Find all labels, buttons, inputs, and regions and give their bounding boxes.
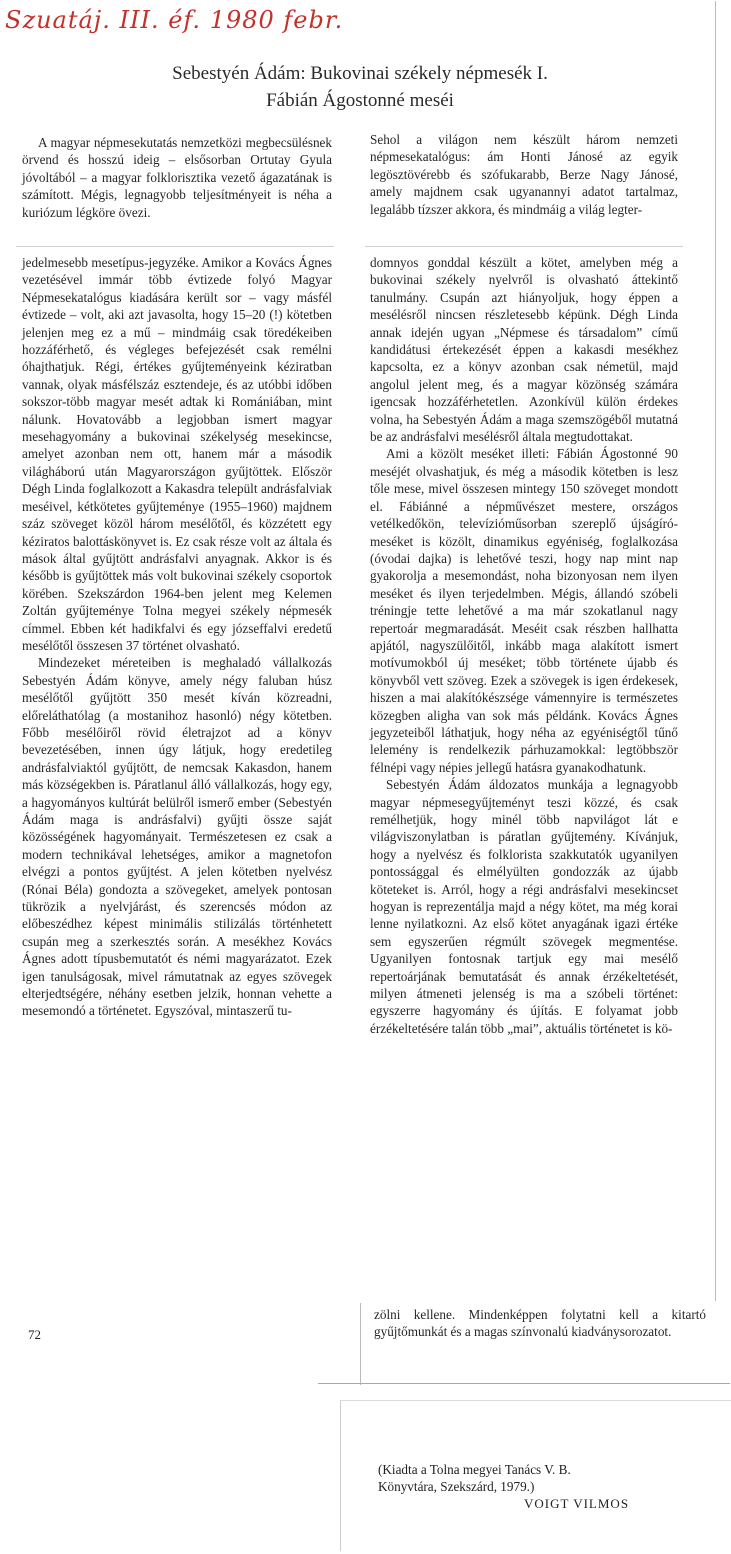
paragraph: Sebestyén Ádám áldozatos munkája a legnagyobb magyar népmesegyűjteményt teszi közzé, és csak remélhetjük, hogy minél több napvilágot lát e világviszonylatban is páratlan gyűjtemény. Kívánjuk, hogy a nyelvész és folklorista szakkutatók ugyanilyen pontossággal és elmélyülten gondozzák az újabb köteteket is. Arról, hogy a régi andrásfalvi mesekincset hogyan is reprezentálja majd a négy kötet, ma még korai lenne nyilatkozni. Az első kötet anyagának igazi értéke sem egyszerűen régmúlt szövegek megmentése. Ugyanilyen fontosnak tartjuk egy mai mesélő repertoárjának bemutatását és annak érzékeltetését, milyen átmeneti jelenség is ma a szóbeli történet: egyszerre hagyomány és újítás. E folyamat jobb érzékeltetésére talán több „mai”, aktuális történetet is kö- [370, 777, 678, 1036]
right-column-body [370, 254, 678, 1037]
closing-paragraph [374, 1306, 706, 1341]
publication-note [378, 1461, 688, 1496]
paragraph: Ami a közölt meséket illeti: Fábián Ágostonné 90 meséjét olvashatjuk, és még a második kötetben is lesz tőle mese, mivel összesen mintegy 150 szöveget mondott el. Fábiánné a népművészet mestere, országos vetélkedőkön, televízióműsorban szereplő újságíró-meséket is közölt, dinamikus egyéniség, foglalkozása (óvodai dajka) is lehetővé teszi, hogy nap mint nap gyakorolja a mesemondást, noha bizonyosan nem ilyen meséket és ilyen terjedelmben. Mégis, állandó szóbeli tréningje tette lehetővé a ma már szokatlanul nagy repertoár megmaradását. Meséit csak részben hallhatta apjától, nagyszülőitől, inkább maga alakított ismert motívumokból új meséket; több története újabb és könyvből vett szöveg. Ezek a szövegek is igen érdekesek, hiszen a mai alakítókészsége vámennyire is természetes közegben aligha van sok más példánk. Kovács Ágnes jegyzeteiből láthatjuk, hogy néha az egyéniségtől tűnő lelemény is rendelkezik párhuzamokkal: legtöbbször félnépi vagy népies jellegű hatásra gyanakodhatunk. [370, 446, 678, 775]
paragraph: Mindezeket méreteiben is meghaladó vállalkozás Sebestyén Ádám könyve, amely négy faluban húsz mesélőtől gyűjtött 350 mesét kíván közreadni, előreláthatólag (a mostanihoz hasonló) négy kötetben. Főbb mesélőiről rövid életrajzot ad a könyv bevezetésében, innen úgy látjuk, hogy eredetileg andrásfalviaktól gyűjtött, de nemcsak Kakasdon, hanem más községekben is. Páratlanul álló vállalkozás, hogy egy, a hagyományos kultúrát belülről ismerő ember (Sebestyén Ádám maga is andrásfalvi) gyűjti össze saját közösségének hagyományait. Természetesen ez csak a modern technikával lehetséges, amikor a magnetofon elvégzi a pontos gyűjtést. A jelen kötetben nyelvész (Rónai Béla) gondozta a szövegeket, amelyek pontosan tükrözik a nyelvjárást, és szerencsés módon az előbeszédhez képest minimális stilizálás történhetett csupán meg a szerkesztés során. A mesékhez Kovács Ágnes adott típusbemutatót és némi magyarázatot. Ezek igen tanulságosak, mivel rámutatnak az egyes szövegek elterjedtségére, néhány esetben jelzik, honnan vehette a mesemondó a történetet. Egyszóval, mintaszerű tu- [22, 655, 332, 1019]
title-line-1: Sebestyén Ádám: Bukovinai székely népmesék I. [172, 63, 548, 84]
left-column-intro [22, 134, 332, 221]
clipping-divider [318, 1383, 730, 1384]
publication-note-line-2: Könyvtára, Szekszárd, 1979.) [378, 1479, 535, 1495]
clipping-divider [16, 246, 334, 247]
author-signature: VOIGT VILMOS [524, 1496, 630, 1511]
left-column-body [22, 254, 332, 1020]
handwritten-source-note: Szuatáj. III. éf. 1980 febr. [5, 6, 344, 34]
publication-note-line-1: (Kiadta a Tolna megyei Tanács V. B. [378, 1462, 571, 1477]
title-line-2: Fábián Ágostonné meséi [266, 90, 454, 111]
paragraph: A magyar népmesekutatás nemzetközi megbecsülésnek örvend és hosszú ideig – elsősorban Ortutay Gyula jóvoltából – a magyar folklorisztika vezető ágazatának is számított. Mégis, legnagyobb teljesítményeit is néha a kuriózum légköre övezi. [22, 135, 332, 220]
paragraph: domnyos gonddal készült a kötet, amelyben még a bukovinai székely nyelvről is olvasható áttekintő tanulmány. Csupán azt hiányoljuk, hogy éppen a mesélésről nincsen részletesebb képünk. Dégh Linda annak idején ugyan „Népmese és társadalom” című kandidátusi értekezését éppen a kakasdi mesékhez kapcsolta, ez a könyv azonban csak németül, majd angolul jelent meg, és a magyar közönség számára igencsak hozzáférhetetlen. Azonkívül külön érdekes volna, ha Sebestyén Ádám a maga szemszögéből mutatná be az andrásfalvi mesélésről általa megtudottakat. [370, 255, 678, 445]
clipping-divider [365, 246, 683, 247]
paper-edge [715, 1, 716, 1301]
paragraph: jedelmesebb mesetípus-jegyzéke. Amikor a Kovács Ágnes vezetésével immár több évtizede folyó Magyar Népmesekatalógus kiadására került sor – vagy másfél évtizede – volt, aki azt javasolta, hogy 15–20 (!) kötetben jelenjen meg ez a mű – mindmáig csak töredékeiben hozzáférhető, és végleges befejezését csak remélni óhajthatjuk. Régi, értékes gyűjteményeink kéziratban vannak, olyak másfélszáz esztendeje, és az utóbbi időben sokszor-több magyar mesét adtak ki Romániában, mint nálunk. Hovatovább a legjobban ismert magyar mesehagyomány a bukovinai székelység mesekincse, amelyet azonban nem ott, hanem már a második világháború után Magyarországon gyűjtöttek. Először Dégh Linda foglalkozott a Kakasdra települt andrásfalviak meséivel, kétkötetes gyűjteménye (1955–1960) majdnem száz szöveget közöl három mesélőtől, és közzétett egy kéziratos balottáskönyvet is. Ez csak része volt az általa és mások által gyűjtött andrásfalvi anyagnak. Akkor is és később is gyűjtöttek más volt bukovinai székely csoportok körében. Szekszárdon 1964-ben jelent meg Kelemen Zoltán gyűjteménye Tolna megyei székely népmesék címmel. Ebben két hadikfalvi és egy józseffalvi eredetű mesélőtől összesen 37 történet olvasható. [22, 255, 332, 653]
article-title [40, 60, 680, 114]
paragraph: Sehol a világon nem készült három nemzeti népmesekatalógus: ám Honti Jánosé az egyik legösztövérebb és szófukarabb, Berze Nagy Jánosé, amely majdnem csak ugyanannyi adatot tartalmaz, legalább tízszer akkora, és mindmáig a világ legter- [370, 132, 678, 217]
paragraph: zölni kellene. Mindenképpen folytatni kell a kitartó gyűjtőmunkát és a magas színvonalú kiadványsorozatot. [374, 1307, 706, 1340]
page-number: 72 [28, 1327, 41, 1342]
right-column-intro [370, 131, 678, 218]
